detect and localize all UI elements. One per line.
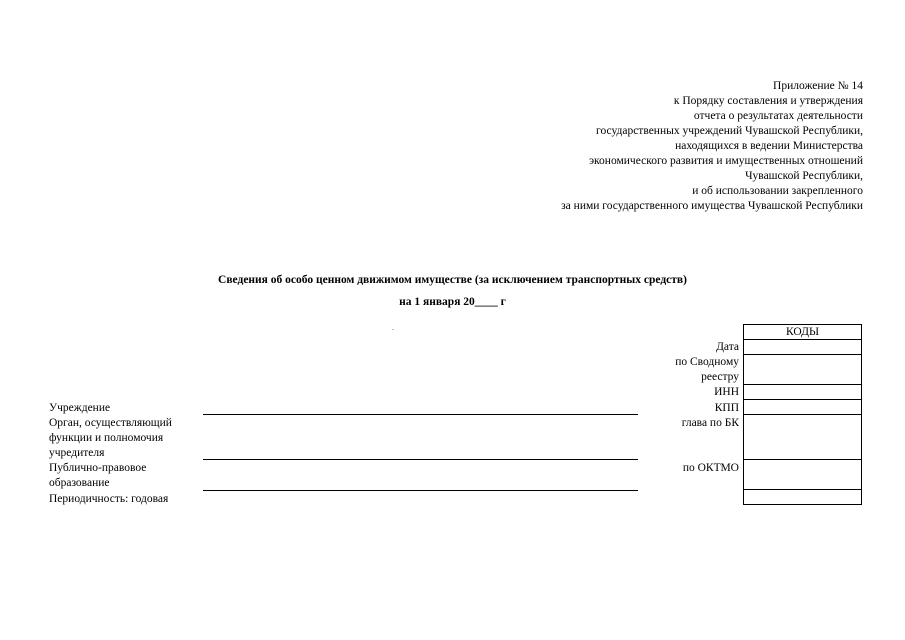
label-registry-line1: по Сводному xyxy=(675,356,739,368)
label-public-entity-line2: образование xyxy=(49,477,110,489)
code-cell-registry[interactable] xyxy=(744,355,862,385)
appendix-line: отчета о результатах деятельности xyxy=(693,110,863,122)
label-founder-line1: Орган, осуществляющий xyxy=(49,417,172,429)
document-subtitle: на 1 января 20____ г xyxy=(399,296,506,308)
code-cell-inn[interactable] xyxy=(744,385,862,400)
founder-fill-line[interactable] xyxy=(203,459,638,460)
appendix-line: государственных учреждений Чувашской Республики, xyxy=(596,125,863,137)
codes-header: КОДЫ xyxy=(744,325,862,340)
label-registry-line2: реестру xyxy=(701,371,739,383)
label-founder-line3: учредителя xyxy=(49,447,105,459)
label-budget-head: глава по БК xyxy=(681,417,739,429)
label-public-entity-line1: Публично-правовое xyxy=(49,462,147,474)
document-title: Сведения об особо ценном движимом имуществе (за исключением транспортных средств) xyxy=(218,274,687,286)
label-date: Дата xyxy=(716,341,739,353)
appendix-line: за ними государственного имущества Чувашской Республики xyxy=(561,200,863,212)
label-inn: ИНН xyxy=(714,386,739,398)
label-kpp: КПП xyxy=(714,402,739,414)
code-cell-periodicity[interactable] xyxy=(744,490,862,505)
appendix-line: и об использовании закрепленного xyxy=(692,185,863,197)
stray-mark: . xyxy=(392,323,394,332)
appendix-line: Приложение № 14 xyxy=(773,80,863,92)
appendix-header xyxy=(443,79,863,214)
codes-table xyxy=(743,324,862,505)
appendix-line: к Порядку составления и утверждения xyxy=(673,95,863,107)
label-periodicity: Периодичность: годовая xyxy=(49,493,169,505)
appendix-line: Чувашской Республики, xyxy=(745,170,863,182)
code-cell-kpp[interactable] xyxy=(744,400,862,415)
institution-fill-line[interactable] xyxy=(203,414,638,415)
label-institution: Учреждение xyxy=(49,402,111,414)
appendix-line: экономического развития и имущественных отношений xyxy=(589,155,863,167)
public-entity-fill-line[interactable] xyxy=(203,490,638,491)
code-cell-budget-head[interactable] xyxy=(744,415,862,460)
code-cell-date[interactable] xyxy=(744,340,862,355)
label-oktmo: по ОКТМО xyxy=(682,462,739,474)
label-founder-line2: функции и полномочия xyxy=(49,432,164,444)
appendix-line: находящихся в ведении Министерства xyxy=(675,140,863,152)
code-cell-oktmo[interactable] xyxy=(744,460,862,490)
